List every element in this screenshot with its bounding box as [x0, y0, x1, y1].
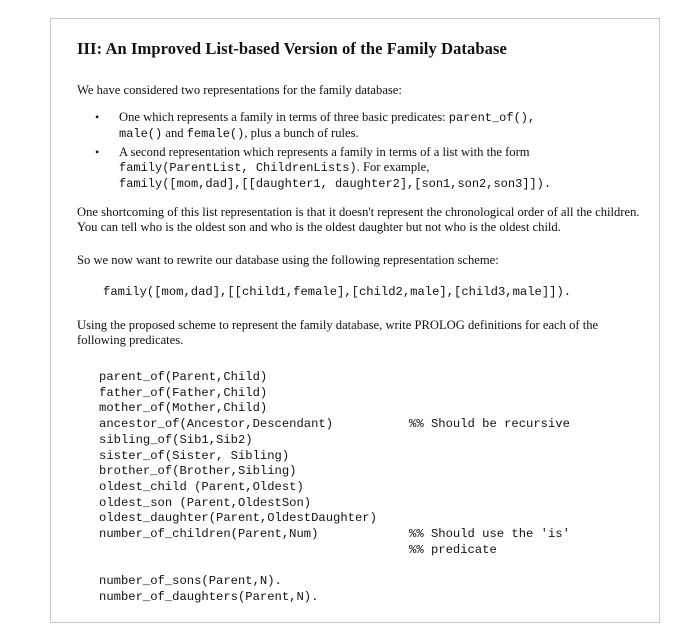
predicate-decl: sibling_of(Sib1,Sib2)	[99, 432, 253, 447]
predicate-decl: number_of_children(Parent,Num)	[99, 527, 319, 542]
task-paragraph: Using the proposed scheme to represent the family database, write PROLOG definitions for each of the following predicates.	[77, 318, 599, 347]
inline-code: family([mom,dad],[[daughter1, daughter2],[son1,son2,son3]]).	[119, 177, 552, 191]
bullet-text: , plus a bunch of rules.	[244, 126, 359, 140]
predicate-line	[99, 401, 647, 417]
predicate-comment: %% predicate	[409, 542, 497, 557]
predicate-line	[99, 558, 647, 574]
shortcoming-paragraph: One shortcoming of this list representation is that it doesn't represent the chronological order of all the children. You can tell who is the oldest son and who is the oldest daughter but not who is the oldest child.	[77, 205, 640, 234]
bullet-icon: •	[95, 145, 100, 159]
inline-code: female()	[186, 127, 245, 141]
representation-list	[77, 110, 647, 192]
predicate-decl: number_of_sons(Parent,N).	[99, 574, 282, 589]
bullet-text: A second representation which represents a family in terms of a list with the form	[119, 145, 530, 159]
predicate-comment: %% Should use the 'is'	[409, 527, 570, 542]
predicate-decl: ancestor_of(Ancestor,Descendant)	[99, 417, 334, 432]
predicate-line	[99, 543, 647, 559]
bullet-text: . For example,	[356, 160, 430, 174]
predicate-line	[99, 464, 647, 480]
predicate-line	[99, 480, 647, 496]
inline-code: male()	[119, 127, 163, 141]
document-page	[50, 18, 660, 623]
bullet-text: One which represents a family in terms of three basic predicates:	[119, 110, 449, 124]
predicate-line	[99, 590, 647, 606]
bullet-icon: •	[95, 110, 100, 124]
scheme-example: family([mom,dad],[[child1,female],[child2,male],[child3,male]]).	[103, 285, 572, 299]
intro-paragraph: We have considered two representations for the family database:	[77, 83, 402, 97]
predicate-comment: %% Should be recursive	[409, 417, 570, 432]
section-heading: III: An Improved List-based Version of the Family Database	[77, 39, 507, 58]
predicate-line	[99, 496, 647, 512]
inline-code: family(ParentList, ChildrenLists)	[119, 161, 357, 175]
predicate-decl: number_of_daughters(Parent,N).	[99, 589, 319, 604]
list-item	[77, 145, 647, 192]
rewrite-paragraph: So we now want to rewrite our database using the following representation scheme:	[77, 253, 499, 267]
predicate-decl: oldest_son (Parent,OldestSon)	[99, 495, 312, 510]
predicate-line	[99, 511, 647, 527]
predicate-line	[99, 417, 647, 433]
predicate-decl: mother_of(Mother,Child)	[99, 401, 268, 416]
predicate-decl	[99, 558, 409, 574]
predicate-decl: parent_of(Parent,Child)	[99, 370, 268, 384]
predicate-decl: oldest_child (Parent,Oldest)	[99, 479, 304, 494]
bullet-text: and	[162, 126, 187, 140]
predicate-line	[99, 527, 647, 543]
predicate-decl	[99, 543, 409, 559]
document-content	[77, 39, 647, 606]
predicate-decl: brother_of(Brother,Sibling)	[99, 464, 297, 479]
predicate-line	[99, 574, 647, 590]
predicate-decl: sister_of(Sister, Sibling)	[99, 448, 290, 463]
predicate-line	[99, 449, 647, 465]
list-item	[77, 110, 647, 142]
predicate-line	[99, 433, 647, 449]
predicate-decl: father_of(Father,Child)	[99, 385, 268, 400]
predicate-line	[99, 386, 647, 402]
predicate-list	[99, 370, 647, 606]
predicate-line	[99, 370, 647, 386]
inline-code: parent_of(),	[448, 111, 536, 125]
predicate-decl: oldest_daughter(Parent,OldestDaughter)	[99, 511, 377, 526]
